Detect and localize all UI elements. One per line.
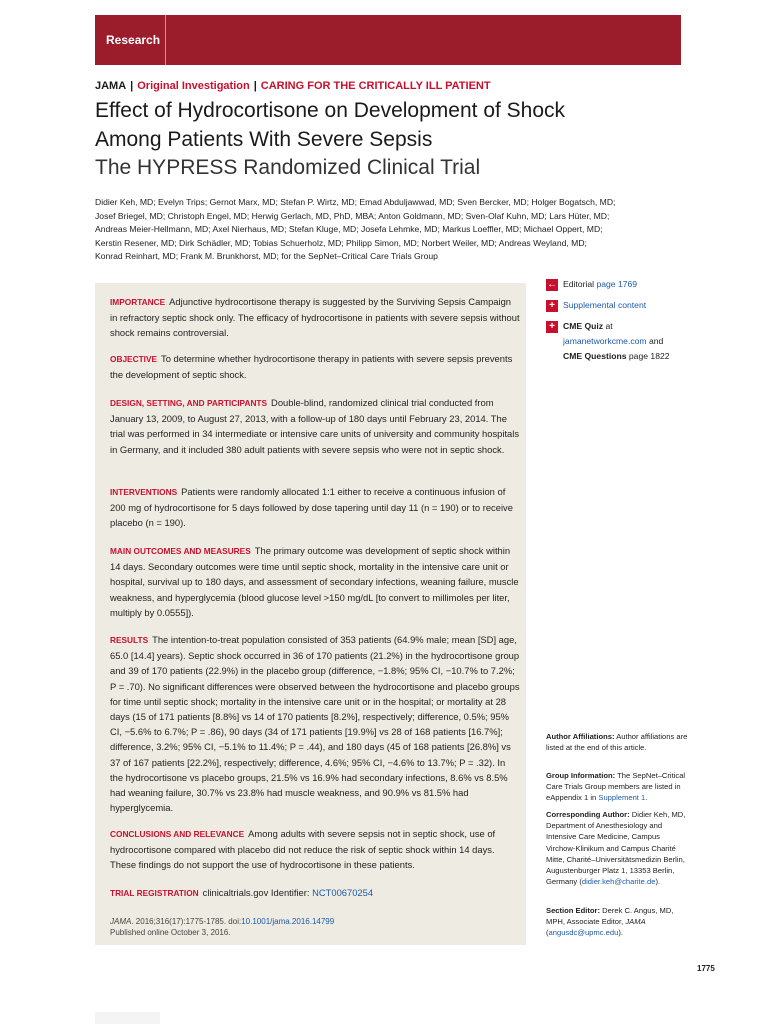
article-type: Original Investigation — [137, 80, 250, 92]
abstract-outcomes — [110, 543, 520, 620]
editorial-label: Editorial — [563, 279, 595, 289]
outcomes-text: The primary outcome was development of septic shock within 14 days. Secondary outcomes were time until septic shock, mortality in the intensive care unit or hospital, survival up to 180 days, and assessment of secondary infections, weaning failure, muscle weakness, and hyperglycemia (blood glucose level >150 mg/dL [to convert to millimoles per liter, multiply by 0.0555]). — [110, 545, 519, 618]
interventions-text: Patients were randomly allocated 1:1 either to receive a continuous infusion of 200 mg of hydrocortisone for 5 days followed by dose tapering until day 11 (n = 190) or to receive placebo (n = 190). — [110, 486, 513, 529]
cme-questions-label: CME Questions — [563, 351, 627, 361]
importance-heading: IMPORTANCE — [110, 297, 166, 307]
corr-email-link[interactable]: didier.keh@charite.de — [581, 877, 656, 887]
abstract-importance — [110, 294, 520, 341]
abstract-results — [110, 632, 520, 815]
editorial-ref — [563, 277, 691, 292]
abstract-design — [110, 395, 520, 457]
author-affiliations — [546, 731, 691, 753]
author-line: Josef Briegel, MD; Christoph Engel, MD; Herwig Gerlach, MD, PhD, MBA; Anton Goldmann, MD; Sven-Olaf Kuhn, MD; Lars Hüter, MD; — [95, 210, 610, 221]
published-online: Published online October 3, 2016. — [110, 928, 231, 937]
citation-details: . 2016;316(17):1775-1785. doi: — [131, 917, 242, 926]
objective-text: To determine whether hydrocortisone therapy in patients with severe sepsis prevents the development of septic shock. — [110, 353, 513, 381]
journal-name: JAMA — [95, 80, 127, 92]
supplement-1-link[interactable]: Supplement 1 — [598, 793, 646, 803]
aff-text: Author affiliations are listed at the end of this article. — [546, 732, 688, 753]
registration-heading: TRIAL REGISTRATION — [110, 888, 199, 898]
editor-heading: Section Editor: — [546, 906, 601, 915]
supplemental-link[interactable]: Supplemental content — [563, 300, 647, 310]
importance-text: Adjunctive hydrocortisone therapy is suggested by the Surviving Sepsis Campaign in refractory septic shock only. The efficacy of hydrocortisone in patients with severe sepsis without shock remains controversial. — [110, 296, 520, 339]
editorial-arrow-icon: ← — [547, 279, 557, 290]
corr-text: Didier Keh, MD, Department of Anesthesiology and Intensive Care Medicine, Campus Virchow-Klinikum and Campus Charité Mitte, Charité–Universitätsmedizin Berlin, Augustenburger Platz 1, 13353 Berlin, Germany ( — [546, 810, 686, 887]
abstract-registration — [110, 885, 520, 901]
editor-close: ). — [618, 928, 623, 938]
scan-edge — [95, 1012, 160, 1024]
editor-text: Derek C. Angus, MD, MPH, Associate Editor, — [546, 906, 674, 927]
page-number: 1775 — [697, 964, 715, 973]
citation-journal: JAMA — [110, 917, 132, 926]
corr-heading: Corresponding Author: — [546, 810, 630, 819]
article-subtitle: The HYPRESS Randomized Clinical Trial — [95, 156, 481, 179]
supplement-plus-icon: + — [546, 300, 558, 312]
group-text: The SepNet–Critical Care Trials Group members are listed in eAppendix 1 in — [546, 771, 686, 803]
group-heading: Group Information: — [546, 771, 616, 780]
section-banner — [95, 15, 681, 65]
cme-quiz — [563, 319, 691, 364]
design-text: Double-blind, randomized clinical trial conducted from January 13, 2009, to August 27, 2013, with a follow-up of 180 days until February 23, 2014. The trial was performed in 34 intermediate or intensive care units of university and community hospitals in Germany, and it included 380 adult patients with severe sepsis who were not in septic shock. — [110, 397, 520, 455]
registration-text: clinicaltrials.gov Identifier: — [202, 887, 310, 898]
article-kicker — [95, 80, 491, 92]
abstract-conclusions — [110, 826, 520, 873]
kicker-separator-2: | — [253, 80, 257, 92]
corresponding-author — [546, 809, 691, 887]
editorial-page-link[interactable]: page 1769 — [596, 279, 638, 289]
author-line: Kerstin Resener, MD; Dirk Schädler, MD; Tobias Schuerholz, MD; Philipp Simon, MD; Norbert Weiler, MD; Andreas Weyland, MD; — [95, 237, 587, 248]
author-list — [95, 196, 685, 264]
citation-line — [110, 916, 510, 927]
section-editor — [546, 905, 691, 939]
author-line: Andreas Meier-Hellmann, MD; Axel Nierhaus, MD; Stefan Kluge, MD; Josefa Lehmke, MD; Markus Loeffler, MD; Michael Oppert, MD; — [95, 224, 603, 235]
editor-open: ( — [546, 928, 549, 938]
banner-divider — [165, 15, 166, 65]
kicker-separator: | — [130, 80, 134, 92]
outcomes-heading: MAIN OUTCOMES AND MEASURES — [110, 546, 251, 556]
editor-journal: JAMA — [625, 917, 646, 927]
cme-at: at — [605, 321, 613, 331]
results-text: The intention-to-treat population consisted of 353 patients (64.9% male; mean [SD] age, 65.0 [14.4] years). Septic shock occurred in 36 of 170 patients (21.2%) in the hydrocortisone group and 39 of 170 patients (22.9%) in the placebo group (difference, −1.8%; 95% CI, −10.7% to 7.2%; P = .70). No significant differences were observed between the hydrocortisone and placebo groups for time until septic shock; mortality in the intensive care unit or in the hospital; or mortality at 28 days (15 of 171 patients [8.8%] vs 14 of 170 patients [8.2%], respectively; difference, 0.5%; 95% CI, −5.6% to 6.7%; P = .86), 90 days (34 of 171 patients [19.9%] vs 28 of 168 patients [16.7%]; difference, 3.2%; 95% CI, −5.1% to 11.4%; P = .44), and 180 days (45 of 168 patients [26.8%] vs 37 of 167 patients [22.2%], respectively; difference, 4.6%; 95% CI, −4.6% to 13.7%; P = .32). In the hydrocortisone vs placebo groups, 21.5% vs 16.9% had secondary infections, 8.6% vs 8.5% had weaning failure, 30.7% vs 23.8% had muscle weakness, and 90.9% vs 81.5% had hyperglycemia. — [110, 634, 520, 814]
abstract-box — [95, 283, 526, 945]
supplemental-content — [563, 298, 691, 313]
corr-close: ). — [655, 877, 661, 887]
author-line: Konrad Reinhart, MD; Frank M. Brunkhorst, MD; for the SepNet–Critical Care Trials Group — [95, 251, 438, 262]
results-heading: RESULTS — [110, 635, 149, 645]
abstract-objective — [110, 351, 520, 382]
cme-site-link[interactable]: jamanetworkcme.com — [563, 336, 647, 346]
cme-plus-icon: + — [546, 321, 558, 333]
cme-questions-page: page 1822 — [628, 351, 670, 361]
editor-email-link[interactable]: angusdc@upmc.edu — [548, 928, 619, 938]
aff-heading: Author Affiliations: — [546, 732, 615, 741]
title-line-2: Among Patients With Severe Sepsis — [95, 128, 433, 151]
conclusions-text: Among adults with severe sepsis not in septic shock, use of hydrocortisone compared with placebo did not reduce the risk of septic shock within 14 days. These findings do not support the use of hydrocortisone in these patients. — [110, 828, 496, 871]
citation-note — [110, 916, 510, 938]
section-label: Research — [106, 33, 161, 47]
conclusions-heading: CONCLUSIONS AND RELEVANCE — [110, 829, 245, 839]
group-information: Group Information: The SepNet–Critical Care Trials Group members are listed in eAppendix 1 in Supplement 1. — [546, 771, 686, 803]
title-line-1: Effect of Hydrocortisone on Development of Shock — [95, 99, 566, 122]
author-line: Didier Keh, MD; Evelyn Trips; Gernot Marx, MD; Stefan P. Wirtz, MD; Emad Abduljawwad, MD; Sven Bercker, MD; Holger Bogatsch, MD; — [95, 197, 616, 207]
doi-link[interactable]: 10.1001/jama.2016.14799 — [241, 917, 335, 926]
registration-link[interactable]: NCT00670254 — [312, 887, 374, 898]
interventions-heading: INTERVENTIONS — [110, 487, 178, 497]
cme-quiz-label: CME Quiz — [563, 321, 604, 331]
cme-and: and — [648, 336, 664, 346]
objective-heading: OBJECTIVE — [110, 354, 158, 364]
design-heading: DESIGN, SETTING, AND PARTICIPANTS — [110, 398, 268, 408]
abstract-interventions — [110, 484, 520, 531]
series-name: CARING FOR THE CRITICALLY ILL PATIENT — [260, 80, 491, 92]
article-title — [95, 96, 695, 154]
